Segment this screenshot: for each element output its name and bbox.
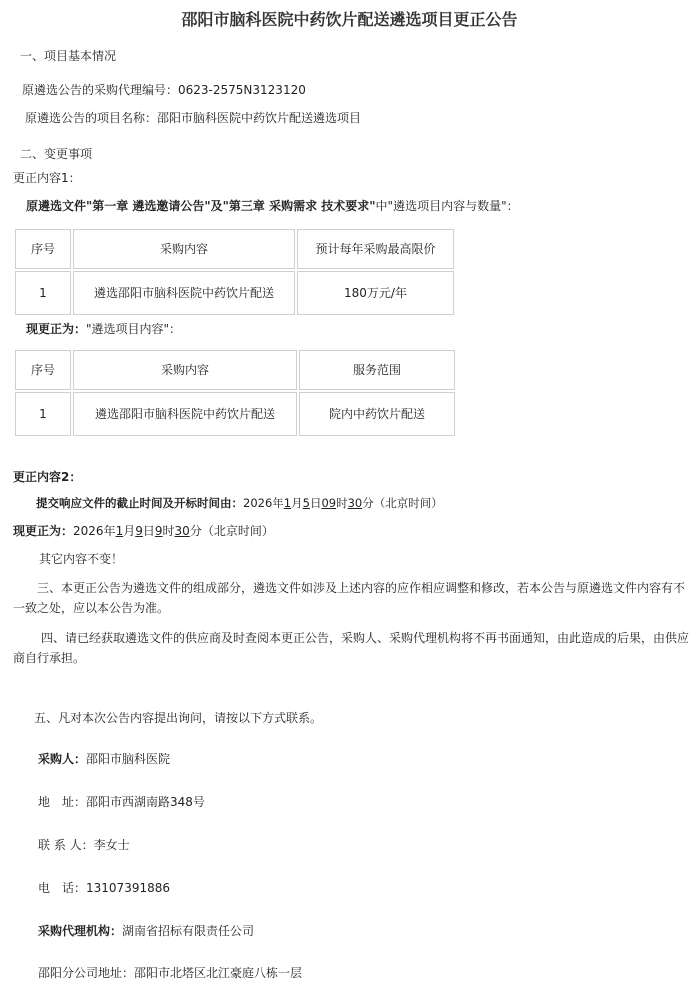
section-2-heading: 二、变更事项 [20,147,93,161]
header-cell: 序号 [15,350,71,390]
now-changed-bold: 现更正为： [26,322,87,336]
project-name-label: 原遴选公告的项目名称： [25,111,158,125]
table-cell: 1 [15,271,71,315]
buyer-line [38,751,170,767]
new-hour: 9 [154,524,163,538]
agency-label: 采购代理机构： [38,924,123,938]
change-1-intro-rest: 中"遴选项目内容与数量"： [375,199,519,213]
old-month: 1 [283,496,292,510]
old-day-unit: 日 [309,496,322,510]
agency-value: 湖南省招标有限责任公司 [122,924,255,938]
new-minute: 30 [174,524,190,538]
address-line [38,794,205,810]
change-1-intro [26,198,519,214]
new-deadline-line [13,523,274,539]
contact-label: 联 系 人： [38,838,94,852]
table-cell: 院内中药饮片配送 [299,392,455,436]
old-deadline-bold: 提交响应文件的截止时间及开标时间由： [36,496,243,510]
new-month-unit: 月 [123,524,136,538]
new-hour-unit: 时 [162,524,175,538]
contact-value: 李女士 [93,838,130,852]
old-hour-unit: 时 [336,496,348,510]
new-deadline-bold: 现更正为： [13,524,74,538]
change-1-intro-bold: 原遴选文件"第一章 遴选邀请公告"及"第三章 采购需求 技术要求" [26,199,376,213]
original-content-table [13,227,456,317]
header-cell: 采购内容 [73,229,295,269]
new-minute-unit: 分 [189,524,202,538]
old-minute: 30 [347,496,363,510]
other-unchanged: 其它内容不变！ [39,552,124,566]
new-year: 2026年 [73,524,116,538]
contact-line [38,837,130,853]
branch-address-label: 邵阳分公司地址： [38,966,135,980]
phone-line [38,880,170,896]
phone-label: 电 话： [38,881,87,895]
new-day-unit: 日 [142,524,155,538]
agency-code-label: 原遴选公告的采购代理编号： [22,83,179,97]
table-header-row [15,350,455,390]
section-1-heading: 一、项目基本情况 [20,49,117,63]
branch-address-value: 邵阳市北塔区北江豪庭八栋一层 [134,966,303,980]
revised-content-table [13,348,457,438]
header-cell: 服务范围 [299,350,455,390]
header-cell: 采购内容 [73,350,297,390]
agency-code-line [22,82,306,98]
table-row [15,392,455,436]
section-3-paragraph: 三、本更正公告为遴选文件的组成部分，遴选文件如涉及上述内容的应作相应调整和修改，若本公告与原遴选文件内容有不一致之处，应以本公告为准。 [13,581,686,615]
address-value: 邵阳市西湖南路348号 [86,795,205,809]
change-2-label: 更正内容2： [13,470,82,484]
project-name-value: 邵阳市脑科医院中药饮片配送遴选项目 [157,111,362,125]
old-deadline-line [36,495,443,511]
page-title: 邵阳市脑科医院中药饮片配送遴选项目更正公告 [181,10,518,29]
buyer-value: 邵阳市脑科医院 [86,752,171,766]
old-month-unit: 月 [291,496,303,510]
branch-address-line [38,965,302,981]
section-5-heading: 五、凡对本次公告内容提出询问，请按以下方式联系。 [34,711,323,725]
new-month: 1 [115,524,124,538]
table-cell: 遴选邵阳市脑科医院中药饮片配送 [73,392,297,436]
old-timezone: （北京时间） [373,496,443,510]
new-timezone: （北京时间） [201,524,274,538]
table-row [15,271,454,315]
table-cell: 1 [15,392,71,436]
new-day: 9 [135,524,143,538]
old-hour: 09 [321,496,337,510]
address-label: 地 址： [38,795,87,809]
header-cell: 序号 [15,229,71,269]
buyer-label: 采购人： [38,752,87,766]
old-minute-unit: 分 [362,496,374,510]
header-cell: 预计每年采购最高限价 [297,229,454,269]
table-header-row [15,229,454,269]
now-changed-rest: "遴选项目内容"： [86,322,182,336]
project-name-line [25,110,361,126]
agency-line [38,923,254,939]
old-year: 2026年 [243,496,284,510]
now-changed-line [26,321,181,337]
section-4-paragraph: 四、请已经获取遴选文件的供应商及时查阅本更正公告，采购人、采购代理机构将不再书面通知，由此造成的后果，由供应商自行承担。 [13,631,690,665]
old-day: 5 [302,496,310,510]
table-cell: 180万元/年 [297,271,454,315]
agency-code-value: 0623-2575N3123120 [178,83,306,97]
change-1-label: 更正内容1： [13,171,81,185]
phone-value: 13107391886 [86,881,170,895]
table-cell: 遴选邵阳市脑科医院中药饮片配送 [73,271,295,315]
